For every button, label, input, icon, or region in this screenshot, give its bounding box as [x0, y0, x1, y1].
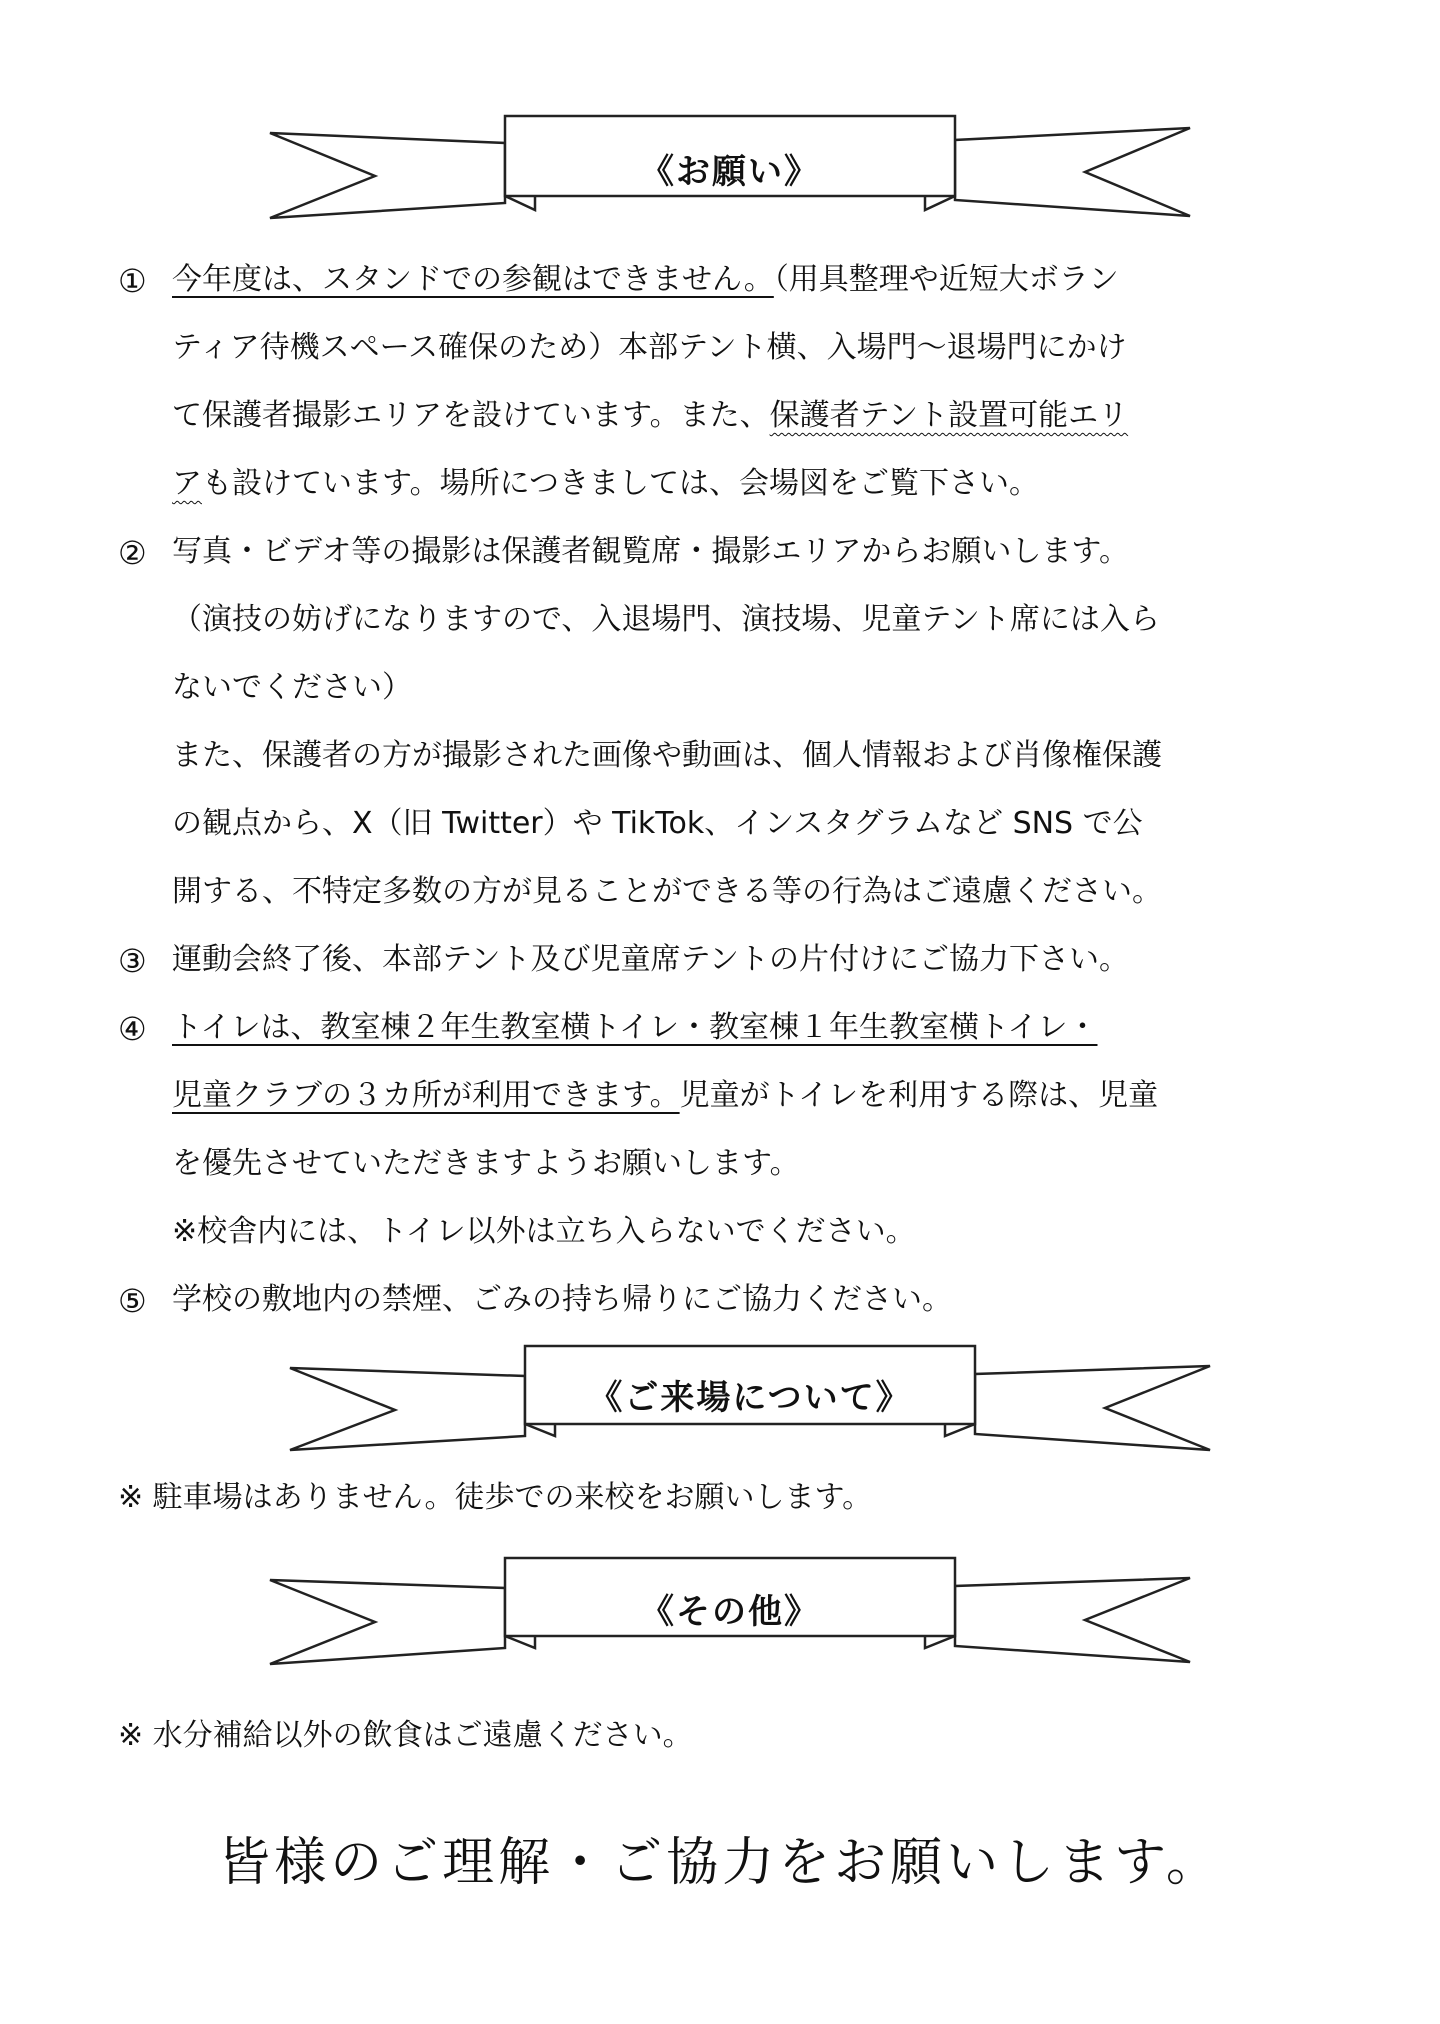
underlined-text: トイレは、教室棟２年生教室横トイレ・教室棟１年生教室横トイレ・: [172, 1010, 1098, 1045]
item-number: ①: [118, 262, 147, 300]
item-2-line-6: 開する、不特定多数の方が見ることができる等の行為はご遠慮ください。: [172, 874, 1162, 909]
item-3-line-1: 運動会終了後、本部テント及び児童席テントの片付けにご協力下さい。: [172, 942, 1129, 977]
item-2-line-1: 写真・ビデオ等の撮影は保護者観覧席・撮影エリアからお願いします。: [172, 534, 1129, 569]
item-4-line-3: を優先させていただきますようお願いします。: [172, 1146, 800, 1181]
text: （用具整理や近短大ボラン: [773, 262, 1119, 297]
item-number: ②: [118, 534, 147, 572]
text: 児童がトイレを利用する際は、児童: [679, 1078, 1159, 1113]
item-1-line-2: ティア待機スペース確保のため）本部テント横、入場門～退場門にかけ: [172, 330, 1127, 365]
underlined-text: 保護者テント設置可能エリ: [769, 398, 1129, 433]
banner-title: 《ご来場について》: [588, 1377, 912, 1418]
item-4-line-4: ※校舎内には、トイレ以外は立ち入らないでください。: [172, 1214, 916, 1249]
item-4-line-1: [172, 1010, 1098, 1046]
item-2-line-2: （演技の妨げになりますので、入退場門、演技場、児童テント席には入ら: [172, 602, 1160, 637]
other-note: ※ 水分補給以外の飲食はご遠慮ください。: [118, 1718, 693, 1753]
banner-title: 《その他》: [640, 1591, 820, 1632]
banner-title: 《お願い》: [640, 151, 820, 192]
banner-request: [260, 108, 1200, 228]
item-1-line-4: [172, 466, 1039, 502]
item-5-line-1: 学校の敷地内の禁煙、ごみの持ち帰りにご協力ください。: [172, 1282, 952, 1317]
item-1-line-3: [172, 398, 1128, 434]
banner-other: [260, 1548, 1200, 1668]
text: て保護者撮影エリアを設けています。また、: [172, 398, 770, 433]
item-number: ④: [118, 1010, 147, 1048]
banner-visit: [260, 1328, 1200, 1448]
closing-message: 皆様のご理解・ご協力をお願いします。: [218, 1833, 1222, 1893]
item-1-line-1: [172, 262, 1119, 298]
item-4-line-2: [172, 1078, 1158, 1114]
visit-note: ※ 駐車場はありません。徒歩での来校をお願いします。: [118, 1480, 873, 1515]
underlined-text: ア: [172, 466, 202, 501]
item-2-line-5: の観点から、X（旧 Twitter）や TikTok、インスタグラムなど SNS で公: [172, 806, 1143, 841]
item-number: ③: [118, 942, 147, 980]
item-number: ⑤: [118, 1282, 147, 1320]
text: も設けています。場所につきましては、会場図をご覧下さい。: [202, 466, 1039, 501]
underlined-text: 今年度は、スタンドでの参観はできません。: [172, 262, 774, 297]
underlined-text: 児童クラブの３カ所が利用できます。: [172, 1078, 680, 1113]
item-2-line-3: ないでください）: [172, 670, 412, 705]
item-2-line-4: また、保護者の方が撮影された画像や動画は、個人情報および肖像権保護: [172, 738, 1162, 773]
